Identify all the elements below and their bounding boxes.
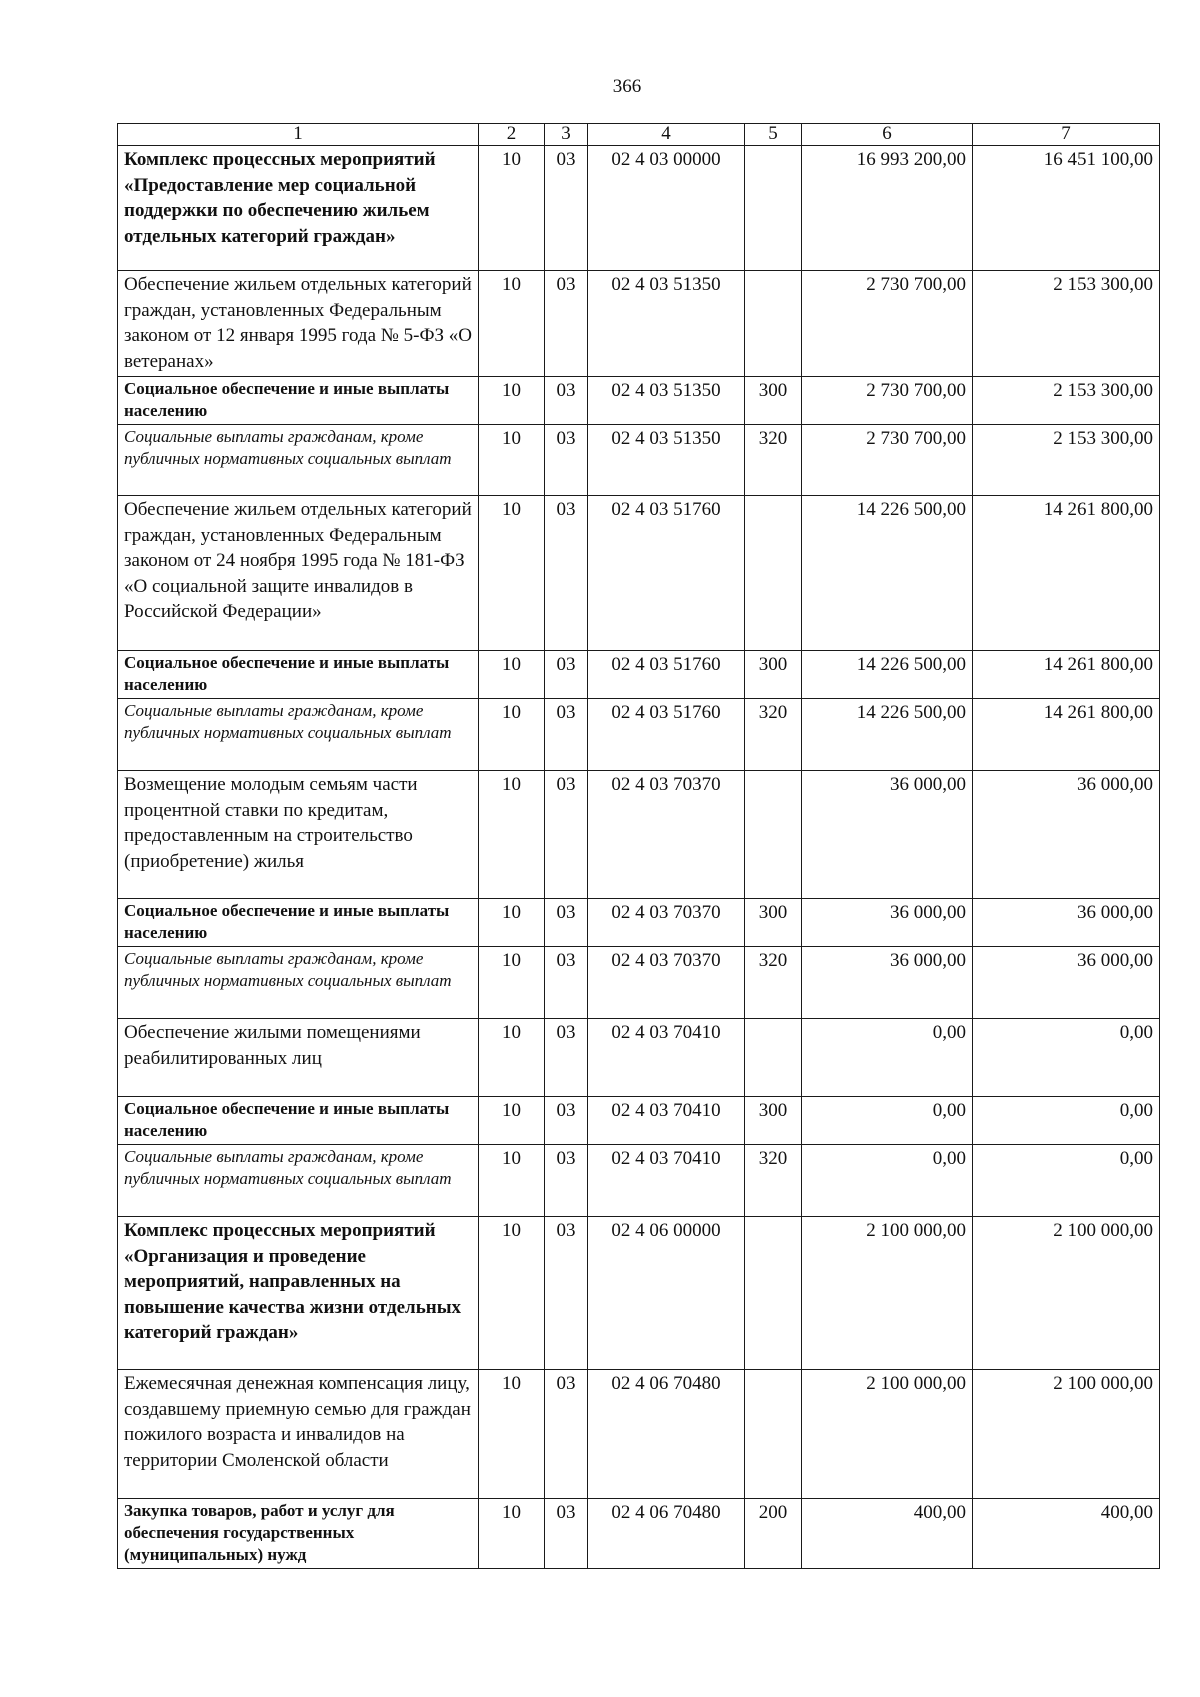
column-header: 3	[545, 124, 588, 146]
amount-year2-cell: 14 261 800,00	[973, 496, 1160, 651]
amount-year1-cell: 14 226 500,00	[802, 651, 973, 699]
subsection-cell: 03	[545, 1019, 588, 1097]
column-number-row	[118, 124, 1160, 146]
amount-year2-cell: 2 153 300,00	[973, 377, 1160, 425]
amount-year2-cell: 36 000,00	[973, 947, 1160, 1019]
expense-type-cell: 320	[745, 947, 802, 1019]
subsection-cell: 03	[545, 377, 588, 425]
expense-type-cell: 300	[745, 377, 802, 425]
expense-type-cell	[745, 1019, 802, 1097]
subsection-cell: 03	[545, 425, 588, 496]
table-row	[118, 899, 1160, 947]
amount-year2-cell: 16 451 100,00	[973, 146, 1160, 271]
column-header: 4	[588, 124, 745, 146]
section-cell: 10	[479, 1145, 545, 1217]
amount-year1-cell: 2 100 000,00	[802, 1217, 973, 1370]
amount-year1-cell: 0,00	[802, 1145, 973, 1217]
table-row	[118, 1145, 1160, 1217]
table-row	[118, 651, 1160, 699]
expense-type-cell: 300	[745, 899, 802, 947]
target-code-cell: 02 4 03 51760	[588, 496, 745, 651]
amount-year2-cell: 36 000,00	[973, 899, 1160, 947]
target-code-cell: 02 4 03 70370	[588, 899, 745, 947]
expense-type-cell	[745, 146, 802, 271]
row-name-cell: Социальные выплаты гражданам, кроме публичных нормативных социальных выплат	[118, 699, 479, 771]
target-code-cell: 02 4 03 51760	[588, 699, 745, 771]
table-row	[118, 699, 1160, 771]
table-row	[118, 1370, 1160, 1499]
row-name-cell: Социальное обеспечение и иные выплаты населению	[118, 651, 479, 699]
target-code-cell: 02 4 03 70410	[588, 1145, 745, 1217]
section-cell: 10	[479, 146, 545, 271]
row-name-cell: Обеспечение жилыми помещениями реабилитированных лиц	[118, 1019, 479, 1097]
subsection-cell: 03	[545, 1370, 588, 1499]
section-cell: 10	[479, 947, 545, 1019]
target-code-cell: 02 4 03 70370	[588, 947, 745, 1019]
table-row	[118, 771, 1160, 899]
section-cell: 10	[479, 771, 545, 899]
subsection-cell: 03	[545, 947, 588, 1019]
target-code-cell: 02 4 06 70480	[588, 1499, 745, 1569]
row-name-cell: Обеспечение жильем отдельных категорий граждан, установленных Федеральным законом от 24 ноября 1995 года № 181-ФЗ «О социальной защите инвалидов в Российской Федерации»	[118, 496, 479, 651]
subsection-cell: 03	[545, 699, 588, 771]
subsection-cell: 03	[545, 271, 588, 377]
target-code-cell: 02 4 03 00000	[588, 146, 745, 271]
section-cell: 10	[479, 425, 545, 496]
row-name-cell: Социальные выплаты гражданам, кроме публичных нормативных социальных выплат	[118, 947, 479, 1019]
amount-year2-cell: 400,00	[973, 1499, 1160, 1569]
expense-type-cell: 200	[745, 1499, 802, 1569]
target-code-cell: 02 4 03 51350	[588, 377, 745, 425]
row-name-cell: Возмещение молодым семьям части процентной ставки по кредитам, предоставленным на строительство (приобретение) жилья	[118, 771, 479, 899]
amount-year1-cell: 0,00	[802, 1019, 973, 1097]
expense-type-cell	[745, 1370, 802, 1499]
amount-year2-cell: 14 261 800,00	[973, 651, 1160, 699]
target-code-cell: 02 4 03 51350	[588, 425, 745, 496]
amount-year1-cell: 36 000,00	[802, 771, 973, 899]
expense-type-cell: 320	[745, 1145, 802, 1217]
amount-year1-cell: 36 000,00	[802, 899, 973, 947]
amount-year2-cell: 2 100 000,00	[973, 1217, 1160, 1370]
table-row	[118, 377, 1160, 425]
row-name-cell: Закупка товаров, работ и услуг для обеспечения государственных (муниципальных) нужд	[118, 1499, 479, 1569]
amount-year1-cell: 2 730 700,00	[802, 271, 973, 377]
subsection-cell: 03	[545, 496, 588, 651]
section-cell: 10	[479, 651, 545, 699]
row-name-cell: Обеспечение жильем отдельных категорий граждан, установленных Федеральным законом от 12 января 1995 года № 5-ФЗ «О ветеранах»	[118, 271, 479, 377]
subsection-cell: 03	[545, 1217, 588, 1370]
amount-year2-cell: 0,00	[973, 1097, 1160, 1145]
table-row	[118, 496, 1160, 651]
expense-type-cell: 300	[745, 1097, 802, 1145]
amount-year2-cell: 14 261 800,00	[973, 699, 1160, 771]
expense-type-cell	[745, 1217, 802, 1370]
target-code-cell: 02 4 03 51350	[588, 271, 745, 377]
amount-year1-cell: 16 993 200,00	[802, 146, 973, 271]
target-code-cell: 02 4 03 70410	[588, 1097, 745, 1145]
section-cell: 10	[479, 1019, 545, 1097]
expense-type-cell: 300	[745, 651, 802, 699]
row-name-cell: Социальное обеспечение и иные выплаты населению	[118, 377, 479, 425]
table-row	[118, 1217, 1160, 1370]
amount-year2-cell: 2 153 300,00	[973, 271, 1160, 377]
subsection-cell: 03	[545, 771, 588, 899]
row-name-cell: Социальное обеспечение и иные выплаты населению	[118, 1097, 479, 1145]
section-cell: 10	[479, 899, 545, 947]
row-name-cell: Социальные выплаты гражданам, кроме публичных нормативных социальных выплат	[118, 425, 479, 496]
column-header: 1	[118, 124, 479, 146]
subsection-cell: 03	[545, 651, 588, 699]
section-cell: 10	[479, 699, 545, 771]
section-cell: 10	[479, 1370, 545, 1499]
expense-type-cell: 320	[745, 699, 802, 771]
row-name-cell: Ежемесячная денежная компенсация лицу, создавшему приемную семью для граждан пожилого возраста и инвалидов на территории Смоленской области	[118, 1370, 479, 1499]
column-header: 5	[745, 124, 802, 146]
amount-year1-cell: 2 730 700,00	[802, 425, 973, 496]
table-row	[118, 1097, 1160, 1145]
section-cell: 10	[479, 377, 545, 425]
subsection-cell: 03	[545, 1145, 588, 1217]
amount-year1-cell: 0,00	[802, 1097, 973, 1145]
target-code-cell: 02 4 03 51760	[588, 651, 745, 699]
section-cell: 10	[479, 1499, 545, 1569]
table-row	[118, 1499, 1160, 1569]
table-row	[118, 1019, 1160, 1097]
amount-year1-cell: 14 226 500,00	[802, 496, 973, 651]
page-number: 366	[612, 76, 642, 97]
table-row	[118, 947, 1160, 1019]
section-cell: 10	[479, 1217, 545, 1370]
subsection-cell: 03	[545, 1499, 588, 1569]
expense-type-cell: 320	[745, 425, 802, 496]
row-name-cell: Социальное обеспечение и иные выплаты населению	[118, 899, 479, 947]
subsection-cell: 03	[545, 1097, 588, 1145]
row-name-cell: Социальные выплаты гражданам, кроме публичных нормативных социальных выплат	[118, 1145, 479, 1217]
amount-year2-cell: 0,00	[973, 1019, 1160, 1097]
amount-year2-cell: 2 153 300,00	[973, 425, 1160, 496]
expense-type-cell	[745, 271, 802, 377]
row-name-cell: Комплекс процессных мероприятий «Организация и проведение мероприятий, направленных на повышение качества жизни отдельных категорий граждан»	[118, 1217, 479, 1370]
subsection-cell: 03	[545, 899, 588, 947]
target-code-cell: 02 4 03 70410	[588, 1019, 745, 1097]
table-row	[118, 146, 1160, 271]
column-header: 6	[802, 124, 973, 146]
amount-year1-cell: 2 100 000,00	[802, 1370, 973, 1499]
budget-table	[117, 123, 1160, 1569]
amount-year2-cell: 0,00	[973, 1145, 1160, 1217]
expense-type-cell	[745, 771, 802, 899]
amount-year1-cell: 14 226 500,00	[802, 699, 973, 771]
amount-year2-cell: 36 000,00	[973, 771, 1160, 899]
amount-year1-cell: 36 000,00	[802, 947, 973, 1019]
section-cell: 10	[479, 271, 545, 377]
target-code-cell: 02 4 03 70370	[588, 771, 745, 899]
amount-year2-cell: 2 100 000,00	[973, 1370, 1160, 1499]
table-row	[118, 271, 1160, 377]
subsection-cell: 03	[545, 146, 588, 271]
target-code-cell: 02 4 06 00000	[588, 1217, 745, 1370]
section-cell: 10	[479, 496, 545, 651]
column-header: 7	[973, 124, 1160, 146]
amount-year1-cell: 400,00	[802, 1499, 973, 1569]
expense-type-cell	[745, 496, 802, 651]
row-name-cell: Комплекс процессных мероприятий «Предоставление мер социальной поддержки по обеспечению жильем отдельных категорий граждан»	[118, 146, 479, 271]
section-cell: 10	[479, 1097, 545, 1145]
table-body	[118, 124, 1160, 1569]
amount-year1-cell: 2 730 700,00	[802, 377, 973, 425]
target-code-cell: 02 4 06 70480	[588, 1370, 745, 1499]
column-header: 2	[479, 124, 545, 146]
table-row	[118, 425, 1160, 496]
